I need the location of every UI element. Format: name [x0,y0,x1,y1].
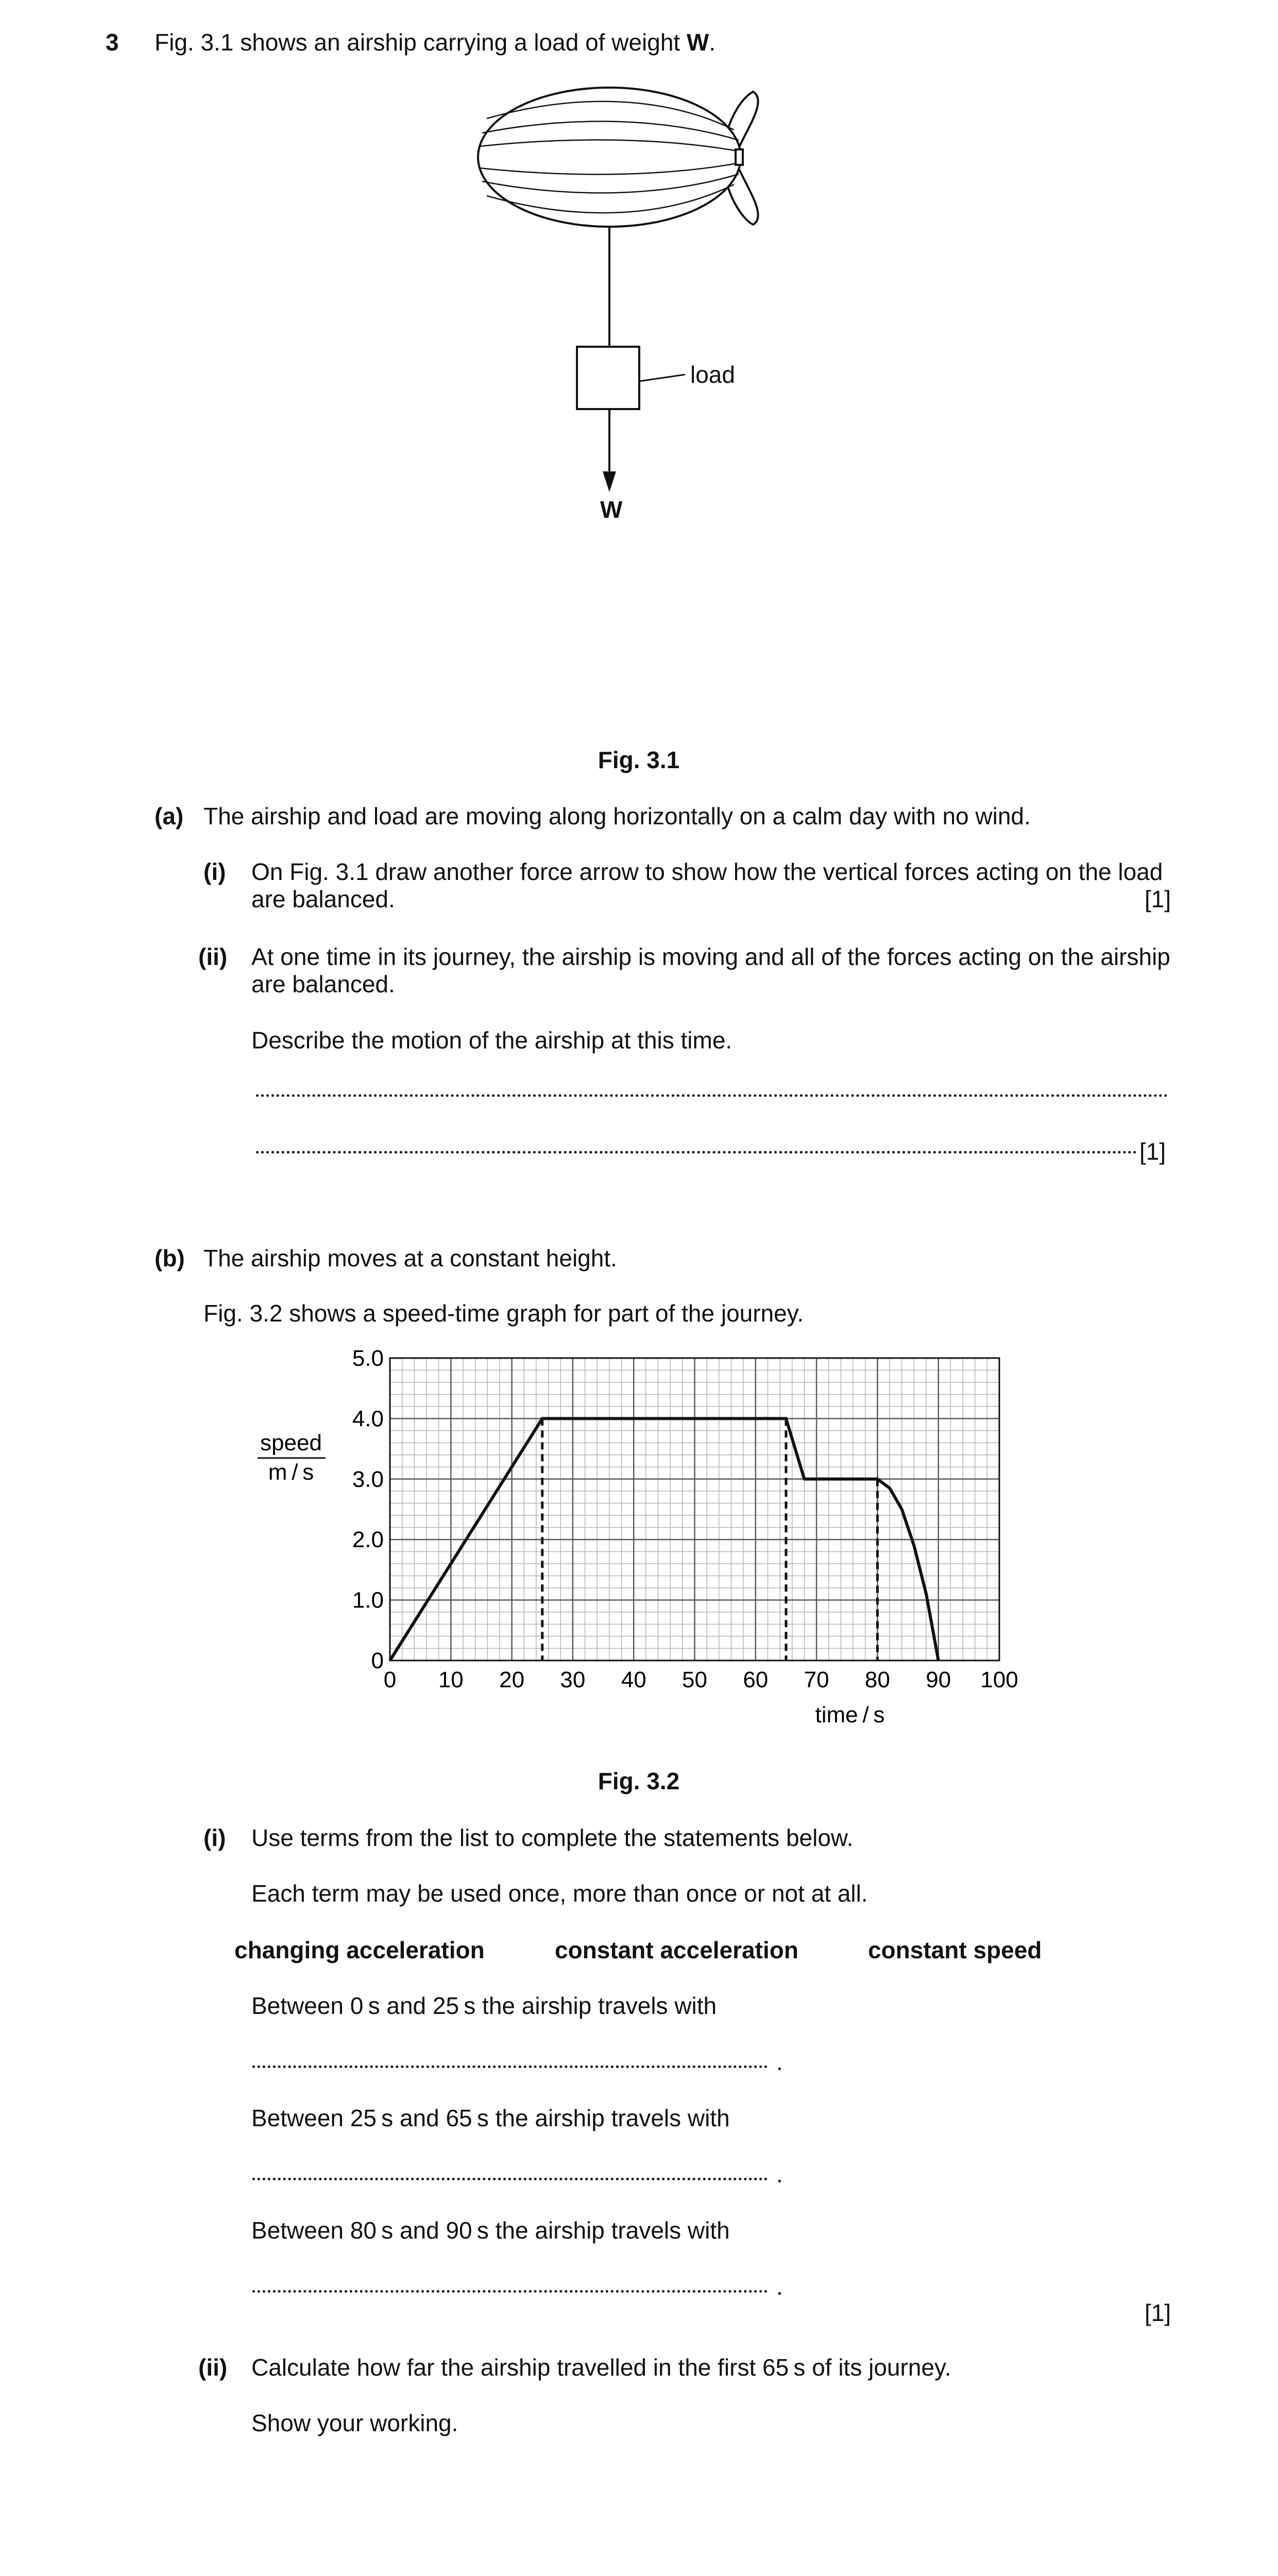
answer-line-a-ii-2[interactable] [256,1139,1137,1154]
x-tick-labels [384,1667,1018,1692]
tail-hub [736,149,743,165]
airship-diagram [0,0,1278,567]
intro-text: Fig. 3.1 shows an airship carrying a load of weight [155,29,687,56]
x-tick-label: 50 [682,1667,707,1692]
part-a-ii-label: (ii) [198,943,228,970]
y-axis-label-bottom: m / s [268,1460,314,1485]
y-tick-label: 0 [371,1648,384,1673]
x-tick-label: 80 [864,1667,890,1692]
y-tick-label: 2.0 [352,1527,384,1553]
load-box [577,347,639,409]
x-tick-label: 0 [383,1667,397,1692]
part-b-ii-line1: Calculate how far the airship travelled in the first 65 s of its journey. [251,2354,951,2381]
y-tick-label: 3.0 [352,1466,384,1492]
load-label-leader [639,375,685,381]
x-tick-label: 30 [560,1667,586,1692]
airship-envelope [478,88,741,227]
answer-line-b-i-3[interactable] [252,2278,768,2293]
grid-major [390,1358,999,1660]
x-tick-label: 10 [438,1667,464,1692]
part-a-text: The airship and load are moving along horizontally on a calm day with no wind. [203,803,1031,829]
x-tick-label: 100 [980,1667,1018,1692]
x-tick-label: 70 [804,1667,829,1692]
y-axis-label-top: speed [260,1430,322,1455]
statement-3: Between 80 s and 90 s the airship travels with [251,2217,730,2244]
term-constant-speed: constant speed [868,1937,1042,1963]
part-a-i-line1: On Fig. 3.1 draw another force arrow to show how the vertical forces acting on the load [251,858,1163,885]
part-a-i-marks: [1] [1145,886,1171,912]
weight-label: W [600,496,623,523]
intro-weight-symbol: W [686,29,709,56]
part-a-ii-line1: At one time in its journey, the airship is moving and all of the forces acting on the airship [251,943,1170,970]
part-a-ii-line2: are balanced. [251,971,395,997]
statement-1-end: . [776,2048,783,2075]
part-b-text: The airship moves at a constant height. [203,1245,617,1272]
part-b-fig-intro: Fig. 3.2 shows a speed-time graph for part of the journey. [203,1300,804,1327]
statement-3-end: . [776,2273,783,2300]
y-tick-label: 5.0 [352,1346,384,1371]
speed-time-graph [0,1319,1278,1741]
statement-2-end: . [776,2161,783,2188]
y-tick-labels [352,1346,384,1673]
y-tick-label: 4.0 [352,1406,384,1432]
x-tick-label: 90 [926,1667,951,1692]
part-b-i-line1: Use terms from the list to complete the statements below. [251,1824,854,1851]
fig2-caption: Fig. 3.2 [598,1768,680,1794]
x-tick-label: 60 [743,1667,769,1692]
part-b-ii-line2: Show your working. [251,2410,458,2436]
part-b-ii-label: (ii) [198,2354,228,2381]
y-tick-label: 1.0 [352,1587,384,1613]
part-b-i-line2: Each term may be used once, more than once or not at all. [251,1880,868,1907]
airship-drawing [478,88,758,474]
x-tick-label: 20 [499,1667,525,1692]
question-number: 3 [106,29,119,56]
statement-1: Between 0 s and 25 s the airship travels with [251,1992,717,2019]
part-a-ii-marks: [1] [1139,1138,1166,1165]
fig1-caption: Fig. 3.1 [598,747,680,773]
load-label: load [690,361,735,388]
intro-end: . [709,29,716,56]
part-a-i-line2: are balanced. [251,886,395,912]
x-axis-label: time / s [815,1702,885,1727]
answer-line-b-i-1[interactable] [252,2053,768,2068]
part-b-i-label: (i) [203,1824,226,1851]
part-a-ii-prompt: Describe the motion of the airship at this time. [251,1027,732,1054]
part-b-label: (b) [155,1245,185,1272]
answer-line-b-i-2[interactable] [252,2165,768,2180]
part-a-i-label: (i) [203,858,226,885]
answer-line-a-ii-1[interactable] [256,1082,1168,1097]
term-changing-acceleration: changing acceleration [234,1937,485,1963]
statement-2: Between 25 s and 65 s the airship travels with [251,2105,730,2131]
weight-arrowhead [603,471,616,492]
x-tick-label: 40 [621,1667,646,1692]
term-constant-acceleration: constant acceleration [555,1937,798,1963]
part-b-i-marks: [1] [1145,2299,1171,2326]
part-a-label: (a) [155,803,184,829]
